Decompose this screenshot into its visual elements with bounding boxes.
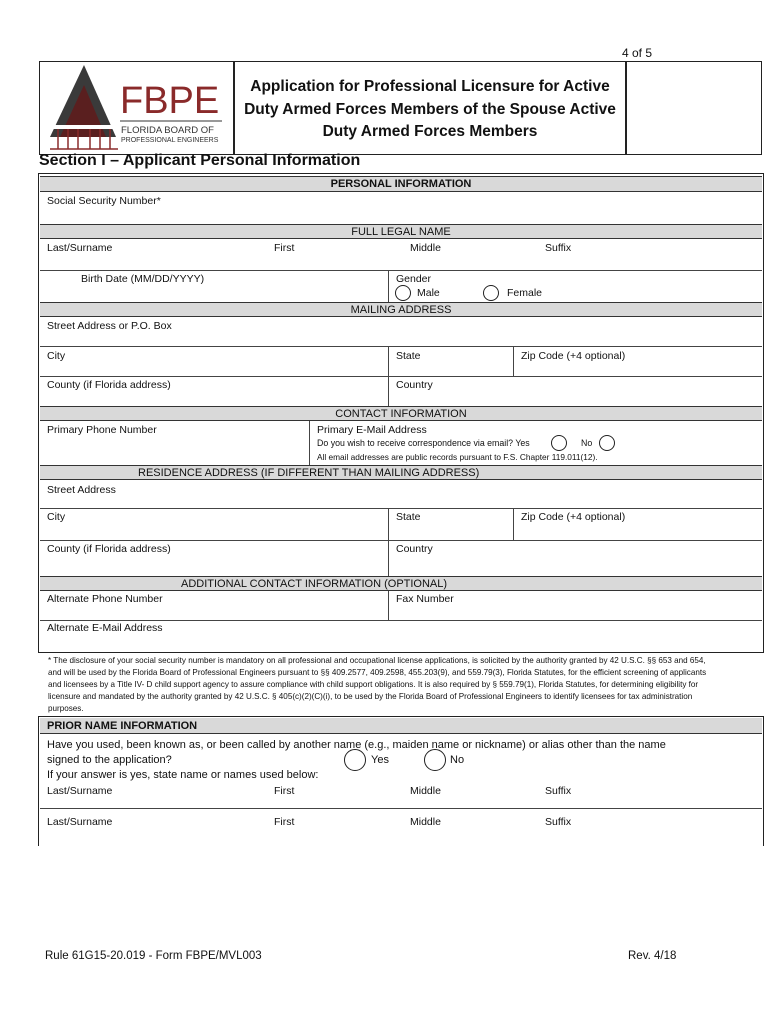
logo-line2: PROFESSIONAL ENGINEERS <box>121 137 219 144</box>
fax-label: Fax Number <box>396 593 454 605</box>
ssn-disclosure: * The disclosure of your social security number is mandatory on all professional and occupational license applications, is solicited by the authority granted by 42 U.S.C. §§ 653 and 654, and will be used by the Florida Board of Professional Engineers pursuant to §§ 409.2577, 409.2598, 455.203(9), and 559.79(3), Florida Statutes, for the efficient screening of applicants and licensees by a Title IV- D child support agency to assure compliance with child support obligations. It is also required by § 559.79(1), Florida Statutes, for determining eligibility for licensure and mandated by the authority granted by 42 U.S.C. § 405(c)(2)(C)(i), to be used by the Florida Board of Professional Engineers to identify licensees for tax administration purposes. <box>48 656 707 713</box>
birth-date-field[interactable] <box>42 288 387 302</box>
revision-date: Rev. 4/18 <box>628 950 677 962</box>
divider <box>388 270 389 302</box>
prior-first-label: First <box>274 816 295 828</box>
legal-name-header: FULL LEGAL NAME <box>40 224 762 239</box>
alternate-phone-label: Alternate Phone Number <box>47 593 163 605</box>
residence-county-label: County (if Florida address) <box>47 543 171 555</box>
gender-label: Gender <box>396 273 432 285</box>
alternate-email-label: Alternate E-Mail Address <box>47 622 163 634</box>
section-title: Section I – Applicant Personal Information <box>39 152 361 169</box>
alternate-email-field[interactable] <box>42 636 760 650</box>
prior-last-label: Last/Surname <box>47 816 113 828</box>
male-label: Male <box>417 287 440 299</box>
female-radio[interactable] <box>483 285 499 301</box>
contact-info-header: CONTACT INFORMATION <box>40 406 762 421</box>
form-title-line: Duty Armed Forces Members <box>322 123 538 140</box>
divider <box>40 346 762 347</box>
residence-street-field[interactable] <box>42 498 760 508</box>
state-label: State <box>396 350 421 362</box>
country-label: Country <box>396 379 433 391</box>
last-name-label: Last/Surname <box>47 242 113 254</box>
divider <box>513 508 514 540</box>
page-number: 4 of 5 <box>622 46 653 60</box>
email-no-radio[interactable] <box>599 435 615 451</box>
zip-label: Zip Code (+4 optional) <box>521 350 626 362</box>
county-label: County (if Florida address) <box>47 379 171 391</box>
residence-city-label: City <box>47 511 66 523</box>
divider <box>513 346 514 376</box>
prior-suffix-label: Suffix <box>545 816 572 828</box>
female-label: Female <box>507 287 543 299</box>
form-title-line: Duty Armed Forces Members of the Spouse Active <box>244 100 616 118</box>
street-address-field[interactable] <box>42 334 760 346</box>
mailing-address-header: MAILING ADDRESS <box>40 302 762 317</box>
fbpe-logo <box>46 63 228 153</box>
middle-name-label: Middle <box>410 242 441 254</box>
suffix-label: Suffix <box>545 242 572 254</box>
ssn-label: Social Security Number* <box>47 195 161 207</box>
prior-name-header: PRIOR NAME INFORMATION <box>40 718 762 734</box>
question-line: If your answer is yes, state name or names used below: <box>47 769 319 781</box>
form-title <box>236 76 624 144</box>
prior-middle-label: Middle <box>410 816 441 828</box>
header-divider <box>625 61 627 155</box>
prior-first-label: First <box>274 785 295 797</box>
question-line: Have you used, been known as, or been called by another name (e.g., maiden name or nickname) or alias other than the name <box>47 739 666 751</box>
public-records-note: All email addresses are public records pursuant to F.S. Chapter 119.011(12). <box>317 452 598 462</box>
additional-contact-header: ADDITIONAL CONTACT INFORMATION (OPTIONAL) <box>40 576 762 591</box>
divider <box>388 591 389 620</box>
prior-middle-label: Middle <box>410 785 441 797</box>
divider <box>40 620 762 621</box>
form-title-line: Application for Professional Licensure for Active <box>250 78 610 95</box>
residence-street-label: Street Address <box>47 484 116 496</box>
header-divider <box>233 61 235 155</box>
divider <box>388 508 389 576</box>
city-label: City <box>47 350 66 362</box>
residence-state-label: State <box>396 511 421 523</box>
residence-address-header: RESIDENCE ADDRESS (IF DIFFERENT THAN MAILING ADDRESS) <box>40 465 762 480</box>
divider <box>40 508 762 509</box>
prior-yes-radio[interactable] <box>344 749 366 771</box>
first-name-label: First <box>274 242 295 254</box>
prior-no-label: No <box>450 754 465 766</box>
email-question: Do you wish to receive correspondence via email? Yes <box>317 438 530 448</box>
form-rule-number: Rule 61G15-20.019 - Form FBPE/MVL003 <box>45 950 262 962</box>
primary-email-label: Primary E-Mail Address <box>317 424 427 436</box>
prior-no-radio[interactable] <box>424 749 446 771</box>
prior-last-label: Last/Surname <box>47 785 113 797</box>
residence-zip-label: Zip Code (+4 optional) <box>521 511 626 523</box>
logo-acronym: FBPE <box>120 80 220 122</box>
ssn-field[interactable] <box>200 193 760 223</box>
prior-yes-label: Yes <box>371 754 389 766</box>
legal-name-field[interactable] <box>42 256 760 270</box>
divider <box>309 421 310 465</box>
email-yes-radio[interactable] <box>551 435 567 451</box>
personal-info-header: PERSONAL INFORMATION <box>40 176 762 192</box>
primary-phone-label: Primary Phone Number <box>47 424 157 436</box>
divider <box>40 540 762 541</box>
divider <box>40 270 762 271</box>
male-radio[interactable] <box>395 285 411 301</box>
logo-line1: FLORIDA BOARD OF <box>121 125 214 136</box>
question-line: signed to the application? <box>47 754 172 766</box>
divider <box>40 376 762 377</box>
birth-date-label: Birth Date (MM/DD/YYYY) <box>81 273 205 285</box>
divider <box>40 808 762 809</box>
residence-country-label: Country <box>396 543 433 555</box>
street-address-label: Street Address or P.O. Box <box>47 320 172 332</box>
prior-suffix-label: Suffix <box>545 785 572 797</box>
email-no-label: No <box>581 438 593 448</box>
